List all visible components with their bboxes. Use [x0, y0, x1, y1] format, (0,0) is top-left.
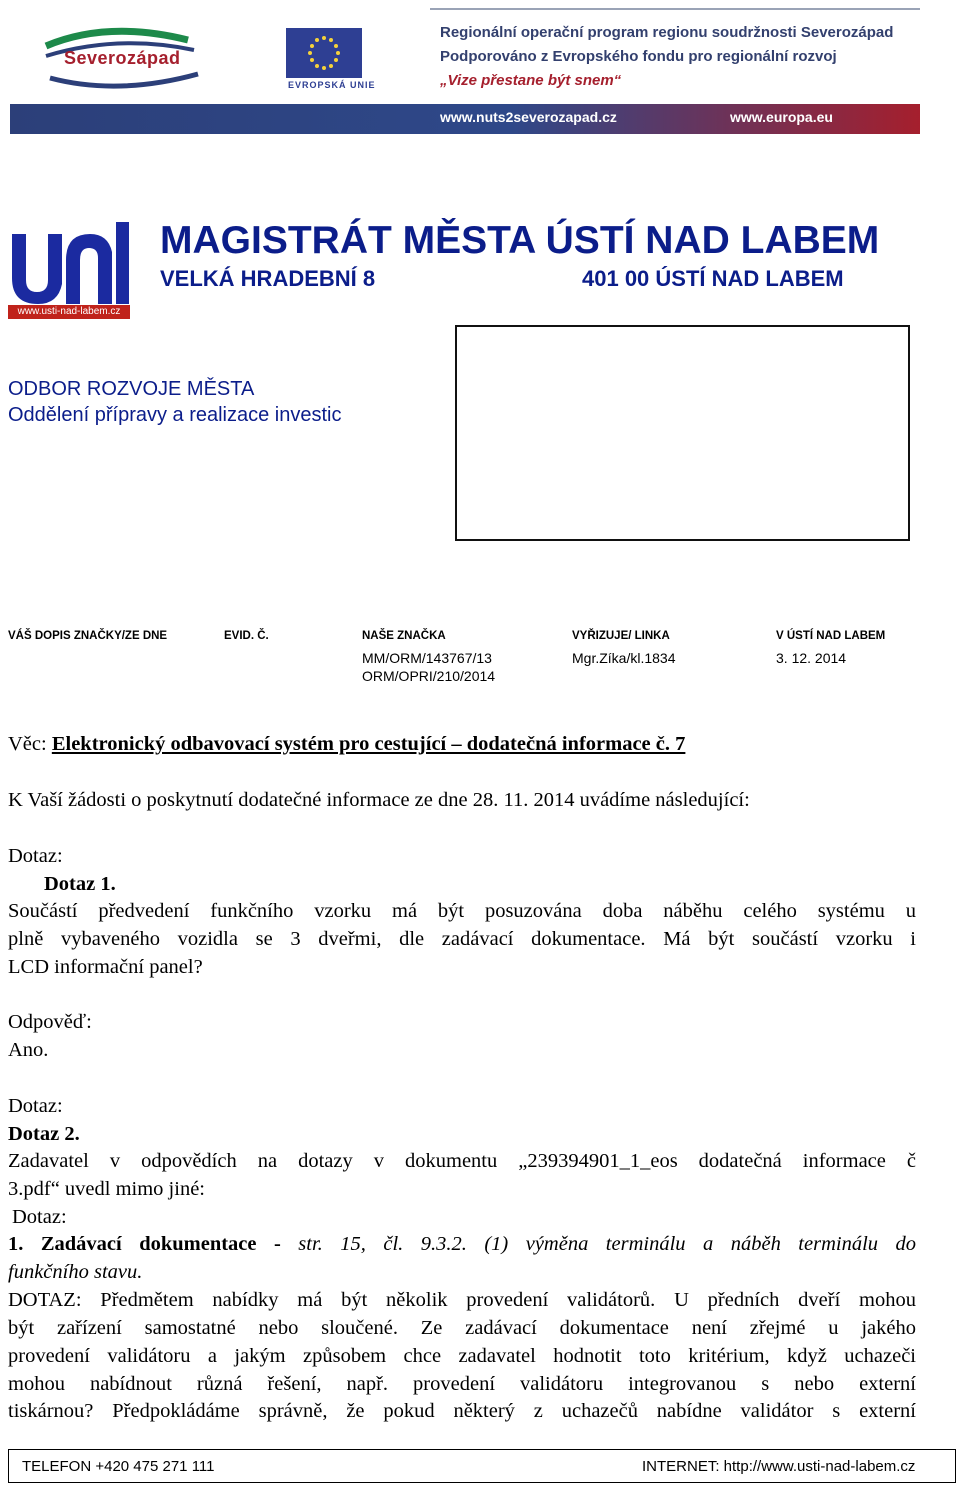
eu-flag-icon [286, 28, 362, 78]
q2-para-line-5: tiskárnou? Předpokládáme správně, že pokud některý z uchazečů nabídne validátor s externí [8, 1400, 916, 1422]
q1-title: Dotaz 1. [44, 873, 116, 895]
q2-para-line-4: mohou nabídnout různá řešení, např. provedení validátoru integrovanou s nebo externí [8, 1373, 916, 1395]
city-logo-caption: www.usti-nad-labem.cz [8, 305, 130, 319]
ref-head-evid: EVID. Č. [224, 630, 269, 642]
footer-website-link[interactable]: INTERNET: http://www.usti-nad-labem.cz [642, 1458, 916, 1475]
eu-label: EVROPSKÁ UNIE [288, 80, 376, 90]
subject-label: Věc: [8, 733, 52, 755]
q2-item-italic-1: str. 15, čl. 9.3.2. (1) výměna terminálu a náběh terminálu do [298, 1233, 916, 1255]
programme-line-2: Podporováno z Evropského fondu pro regionální rozvoj [440, 48, 837, 65]
q2-para-line-1: DOTAZ: Předmětem nabídky má být několik provedení validátorů. U předních dveří mohou [8, 1289, 916, 1311]
subject-text: Elektronický odbavovací systém pro cestující – dodatečná informace č. 7 [51, 733, 686, 755]
subject-line [8, 730, 685, 758]
handler-value: Mgr.Zíka/kl.1834 [572, 650, 676, 666]
q2-item-bold: 1. Zadávací dokumentace - [8, 1233, 299, 1255]
q1-line-2: plně vybaveného vozidla se 3 dveřmi, dle zadávací dokumentace. Má být součástí vzorku i [8, 928, 916, 950]
intro-text: K Vaší žádosti o poskytnutí dodatečné informace ze dne 28. 11. 2014 uvádíme následující: [8, 789, 750, 811]
our-reference-2: ORM/OPRI/210/2014 [362, 668, 496, 684]
q1-line-1: Součástí předvedení funkčního vzorku má být posuzována doba náběhu celého systému u [8, 900, 916, 922]
q2-para-line-2: být zařízení samostatné nebo sloučené. Ze zadávací dokumentace není zřejmé u jakého [8, 1317, 916, 1339]
footer-phone: TELEFON +420 475 271 111 [22, 1458, 215, 1475]
q2-para-line-3: provedení validátoru a jakým způsobem chce zadavatel hodnotit toto kritérium, když uchazeči [8, 1345, 916, 1367]
department-name: ODBOR ROZVOJE MĚSTA [8, 378, 255, 400]
organization-title: MAGISTRÁT MĚSTA ÚSTÍ NAD LABEM [160, 219, 880, 262]
q2-item-line-2: funkčního stavu. [8, 1261, 143, 1283]
programme-line-1: Regionální operační program regionu soudržnosti Severozápad [440, 24, 894, 41]
programme-slogan: „Vize přestane být snem“ [440, 72, 622, 89]
severozapad-logo-text: Severozápad [64, 48, 181, 68]
organization-street: VELKÁ HRADEBNÍ 8 [160, 266, 376, 291]
a1-text: Ano. [8, 1039, 49, 1061]
q2-line-2: 3.pdf“ uvedl mimo jiné: [8, 1178, 205, 1200]
date-value: 3. 12. 2014 [776, 650, 847, 666]
banner-url-left[interactable]: www.nuts2severozapad.cz [440, 109, 617, 125]
q1-line-3: LCD informační panel? [8, 956, 203, 978]
banner-url-right[interactable]: www.europa.eu [730, 109, 833, 125]
q1-label: Dotaz: [8, 845, 63, 867]
a1-label: Odpověď: [8, 1011, 92, 1033]
organization-city: 401 00 ÚSTÍ NAD LABEM [582, 266, 844, 291]
ref-head-place-date: V ÚSTÍ NAD LABEM [776, 630, 886, 642]
recipient-address-box [455, 325, 910, 541]
q2-label: Dotaz: [8, 1095, 63, 1117]
ref-head-your-letter: VÁŠ DOPIS ZNAČKY/ZE DNE [8, 630, 168, 642]
q2-sub-label: Dotaz: [12, 1206, 67, 1228]
ref-head-handler: VYŘIZUJE/ LINKA [572, 630, 670, 642]
q2-title: Dotaz 2. [8, 1123, 80, 1145]
our-reference-1: MM/ORM/143767/13 [362, 650, 492, 666]
subdepartment-name: Oddělení přípravy a realizace investic [8, 404, 342, 426]
q2-line-1: Zadavatel v odpovědích na dotazy v dokumentu „239394901_1_eos dodatečná informace č [8, 1150, 916, 1172]
ref-head-our-ref: NAŠE ZNAČKA [362, 630, 446, 642]
q2-item-line-1 [8, 1230, 916, 1258]
banner-top-rule [430, 8, 920, 10]
